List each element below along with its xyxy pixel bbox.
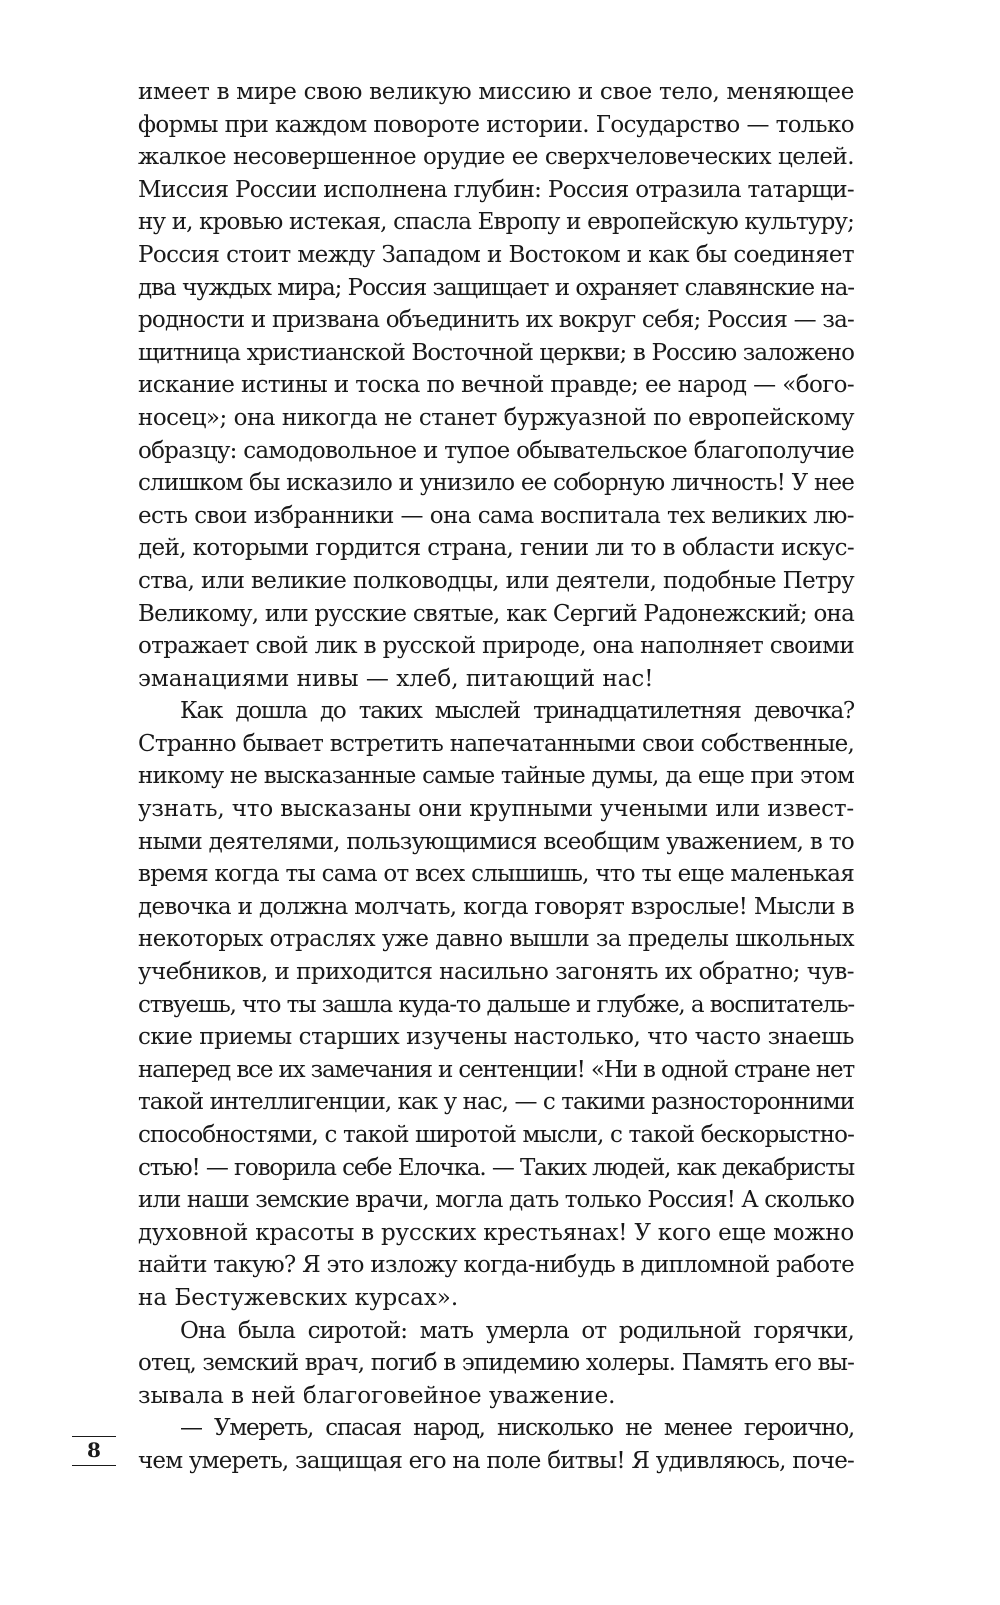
text-line: на Бестужевских курсах». xyxy=(138,1284,459,1311)
text-line: ские приемы старших изучены настолько, что часто знаешь xyxy=(138,1024,854,1051)
text-line: способностями, с такой широтой мысли, с такой бескорыстно- xyxy=(138,1122,854,1148)
text-line: жалкое несовершенное орудие ее сверхчеловеческих целей. xyxy=(138,144,854,171)
text-line: Как дошла до таких мыслей тринадцатилетняя девочка? xyxy=(180,698,854,725)
text-line: два чуждых мира; Россия защищает и охраняет славянские на- xyxy=(138,274,854,301)
text-line: эманациями нивы — хлеб, питающий нас! xyxy=(138,665,654,692)
text-line: узнать, что высказаны они крупными учеными или извест- xyxy=(138,796,854,823)
text-line: родности и призвана объединить их вокруг себя; Россия — за- xyxy=(138,307,854,334)
text-line: наперед все их замечания и сентенции! «Ни в одной стране нет xyxy=(138,1056,854,1083)
body-text xyxy=(138,76,854,1478)
text-line: ными деятелями, пользующимися всеобщим уважением, в то xyxy=(138,828,854,855)
text-line: отец, земский врач, погиб в эпидемию холеры. Память его вы- xyxy=(138,1350,854,1377)
page-number-block xyxy=(72,1436,116,1466)
paragraph-4 xyxy=(138,1412,854,1477)
text-line: девочка и должна молчать, когда говорят взрослые! Мысли в xyxy=(138,893,854,920)
text-line: или наши земские врачи, могла дать только Россия! А сколько xyxy=(138,1187,854,1214)
text-line: дей, которыми гордится страна, гении ли то в области искус- xyxy=(138,535,854,562)
text-line: Странно бывает встретить напечатанными свои собственные, xyxy=(138,730,854,757)
text-line: Россия стоит между Западом и Востоком и как бы соединяет xyxy=(138,241,854,268)
text-line: ства, или великие полководцы, или деятели, подобные Петру xyxy=(138,567,854,594)
text-line: учебников, и приходится насильно загонять их обратно; чув- xyxy=(138,959,854,986)
text-line: — Умереть, спасая народ, нисколько не менее героично, xyxy=(180,1415,854,1442)
paragraph-1 xyxy=(138,76,854,695)
text-line: носец»; она никогда не станет буржуазной по европейскому xyxy=(138,404,854,431)
text-line: имеет в мире свою великую миссию и свое тело, меняющее xyxy=(138,79,854,105)
paragraph-2 xyxy=(138,695,854,1314)
text-line: искание истины и тоска по вечной правде; ее народ — «бого- xyxy=(138,372,854,399)
text-line: никому не высказанные самые тайные думы, да еще при этом xyxy=(138,763,854,790)
text-line: Она была сиротой: мать умерла от родильной горячки, xyxy=(180,1317,854,1344)
text-line: формы при каждом повороте истории. Государство — только xyxy=(138,111,854,138)
text-line: найти такую? Я это изложу когда-нибудь в дипломной работе xyxy=(138,1252,854,1279)
paragraph-3 xyxy=(138,1315,854,1413)
text-line: такой интеллигенции, как у нас, — с такими разносторонними xyxy=(138,1089,854,1116)
text-line: ствуешь, что ты зашла куда-то дальше и глубже, а воспитатель- xyxy=(138,991,854,1018)
text-line: отражает свой лик в русской природе, она наполняет своими xyxy=(138,633,854,660)
text-line: некоторых отраслях уже давно вышли за пределы школьных xyxy=(138,926,854,953)
text-line: чем умереть, защищая его на поле битвы! Я удивляюсь, поче- xyxy=(138,1447,854,1474)
text-line: слишком бы исказило и унизило ее соборную личность! У нее xyxy=(138,470,854,497)
text-line: Миссия России исполнена глубин: Россия отразила татарщи- xyxy=(138,176,854,203)
page-number-rule-bottom xyxy=(72,1465,116,1466)
text-line: образцу: самодовольное и тупое обывательское благополучие xyxy=(138,437,854,464)
text-line: стью! — говорила себе Елочка. — Таких людей, как декабристы xyxy=(138,1154,854,1181)
text-line: духовной красоты в русских крестьянах! У кого еще можно xyxy=(138,1219,854,1246)
text-line: ну и, кровью истекая, спасла Европу и европейскую культуру; xyxy=(138,209,854,236)
text-line: время когда ты сама от всех слышишь, что ты еще маленькая xyxy=(138,861,854,888)
text-line: есть свои избранники — она сама воспитала тех великих лю- xyxy=(138,502,854,529)
text-line: Великому, или русские святые, как Сергий Радонежский; она xyxy=(138,600,854,627)
text-line: зывала в ней благоговейное уважение. xyxy=(138,1382,616,1409)
page-number: 8 xyxy=(87,1438,101,1462)
text-line: щитница христианской Восточной церкви; в Россию заложено xyxy=(138,339,854,366)
